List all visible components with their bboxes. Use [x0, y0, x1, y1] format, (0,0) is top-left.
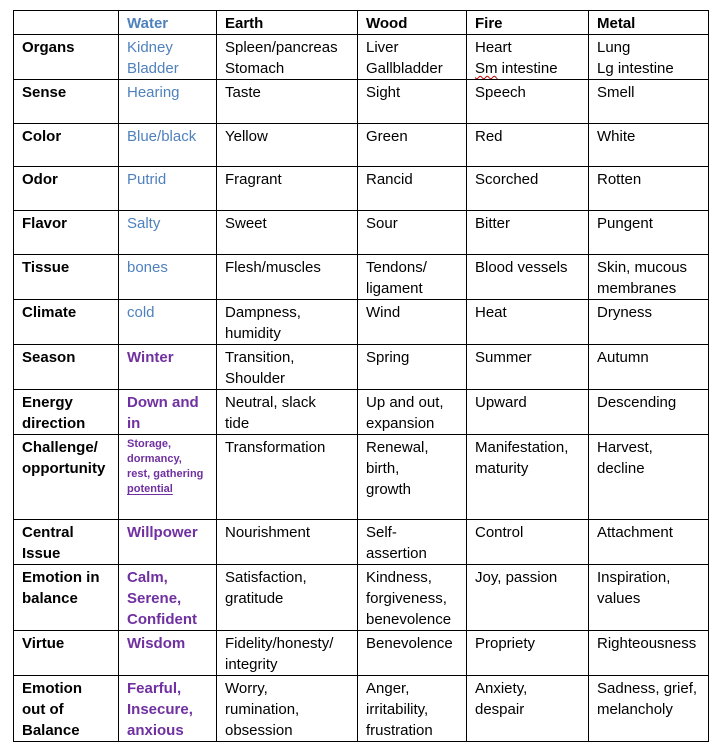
cell-line: anxious: [127, 722, 184, 739]
cell-line: benevolence: [366, 611, 452, 628]
cell-line: Lung: [597, 39, 631, 56]
row-label-virtue: Virtue: [14, 631, 119, 676]
cell-line: maturity: [475, 460, 529, 477]
cell-line: rest, gathering: [127, 468, 204, 480]
cell-energy-earth: [217, 390, 358, 435]
cell-line: Energy: [22, 394, 73, 411]
cell-line: obsession: [225, 722, 293, 739]
header-corner: [14, 11, 119, 35]
cell-line: Inspiration,: [597, 569, 671, 586]
cell-line: Tendons/: [366, 259, 427, 276]
header-fire: Fire: [467, 11, 589, 35]
cell-line: Confident: [127, 611, 197, 628]
cell-line: tide: [225, 415, 250, 432]
row-label-season: Season: [14, 345, 119, 390]
cell-line: Fearful,: [127, 680, 182, 697]
table-row-color: [14, 124, 709, 167]
cell-balance-fire: Joy, passion: [467, 565, 589, 631]
cell-odor-metal: Rotten: [589, 167, 709, 211]
cell-balance-metal: [589, 565, 709, 631]
cell-line: Heart: [475, 39, 512, 56]
row-label-organs: Organs: [14, 35, 119, 80]
cell-energy-water: [119, 390, 217, 435]
cell-climate-earth: [217, 300, 358, 345]
cell-line: balance: [22, 590, 78, 607]
row-label-color: Color: [14, 124, 119, 167]
cell-color-earth: Yellow: [217, 124, 358, 167]
cell-season-wood: Spring: [358, 345, 467, 390]
cell-line: Anger,: [366, 680, 410, 697]
row-label-energy: [14, 390, 119, 435]
cell-tissue-metal: [589, 255, 709, 300]
cell-odor-wood: Rancid: [358, 167, 467, 211]
cell-color-fire: Red: [467, 124, 589, 167]
cell-tissue-earth: Flesh/muscles: [217, 255, 358, 300]
cell-line: forgiveness,: [366, 590, 447, 607]
cell-challenge-wood: [358, 435, 467, 520]
cell-line: integrity: [225, 656, 278, 673]
cell-line: Kidney: [127, 39, 173, 56]
cell-balance-water: [119, 565, 217, 631]
cell-line: opportunity: [22, 460, 106, 477]
cell-climate-fire: Heat: [467, 300, 589, 345]
five-elements-table: [13, 10, 709, 742]
cell-challenge-fire: [467, 435, 589, 520]
cell-sense-earth: Taste: [217, 80, 358, 124]
cell-outofbalance-fire: [467, 676, 589, 742]
cell-central-wood: [358, 520, 467, 565]
cell-line: decline: [597, 460, 645, 477]
header-earth: Earth: [217, 11, 358, 35]
cell-outofbalance-water: [119, 676, 217, 742]
cell-line: potential: [127, 483, 173, 495]
cell-tissue-water: bones: [119, 255, 217, 300]
table-row-organs: [14, 35, 709, 80]
cell-color-metal: White: [589, 124, 709, 167]
cell-climate-wood: Wind: [358, 300, 467, 345]
cell-flavor-water: Salty: [119, 211, 217, 255]
cell-line: Balance: [22, 722, 80, 739]
cell-flavor-fire: Bitter: [467, 211, 589, 255]
cell-season-water: Winter: [119, 345, 217, 390]
cell-central-water: Willpower: [119, 520, 217, 565]
cell-line: Stomach: [225, 60, 285, 77]
cell-line: irritability,: [366, 701, 429, 718]
cell-virtue-fire: Propriety: [467, 631, 589, 676]
cell-challenge-water: [119, 435, 217, 520]
cell-season-earth: [217, 345, 358, 390]
cell-line: [475, 58, 580, 79]
cell-line: Kindness,: [366, 569, 432, 586]
header-water: Water: [119, 11, 217, 35]
table-row-central: [14, 520, 709, 565]
cell-sense-water: Hearing: [119, 80, 217, 124]
cell-organs-fire: [467, 35, 589, 80]
cell-organs-water: [119, 35, 217, 80]
cell-energy-fire: Upward: [467, 390, 589, 435]
row-label-balance: [14, 565, 119, 631]
cell-flavor-wood: Sour: [358, 211, 467, 255]
cell-central-fire: Control: [467, 520, 589, 565]
cell-odor-water: Putrid: [119, 167, 217, 211]
header-metal: Metal: [589, 11, 709, 35]
row-label-tissue: Tissue: [14, 255, 119, 300]
cell-line: membranes: [597, 280, 677, 297]
table-row-virtue: [14, 631, 709, 676]
table-row-flavor: [14, 211, 709, 255]
cell-line: Serene,: [127, 590, 182, 607]
cell-challenge-earth: Transformation: [217, 435, 358, 520]
cell-line: Central: [22, 524, 74, 541]
cell-season-metal: Autumn: [589, 345, 709, 390]
cell-sense-fire: Speech: [467, 80, 589, 124]
cell-line: Emotion in: [22, 569, 100, 586]
cell-virtue-metal: Righteousness: [589, 631, 709, 676]
cell-line: frustration: [366, 722, 433, 739]
cell-central-metal: Attachment: [589, 520, 709, 565]
cell-sense-metal: Smell: [589, 80, 709, 124]
cell-line: Manifestation,: [475, 439, 569, 456]
row-label-challenge: [14, 435, 119, 520]
cell-line: Issue: [22, 545, 61, 562]
cell-flavor-metal: Pungent: [589, 211, 709, 255]
cell-flavor-earth: Sweet: [217, 211, 358, 255]
table-row-odor: [14, 167, 709, 211]
cell-odor-earth: Fragrant: [217, 167, 358, 211]
cell-balance-wood: [358, 565, 467, 631]
cell-line: direction: [22, 415, 86, 432]
spelling-mark: Sm: [475, 60, 498, 77]
table-row-climate: [14, 300, 709, 345]
row-label-sense: Sense: [14, 80, 119, 124]
row-label-flavor: Flavor: [14, 211, 119, 255]
cell-season-fire: Summer: [467, 345, 589, 390]
cell-line: melancholy: [597, 701, 673, 718]
cell-line: birth,: [366, 460, 400, 477]
cell-line: Spleen/pancreas: [225, 39, 338, 56]
table-row-challenge: [14, 435, 709, 520]
cell-line: ligament: [366, 280, 423, 297]
cell-text: intestine: [497, 60, 558, 77]
cell-line: Challenge/: [22, 439, 98, 456]
cell-line: Self-: [366, 524, 397, 541]
cell-line: Calm,: [127, 569, 168, 586]
cell-line: Skin, mucous: [597, 259, 688, 276]
row-label-central: [14, 520, 119, 565]
cell-line: humidity: [225, 325, 281, 342]
cell-virtue-earth: [217, 631, 358, 676]
cell-line: Fidelity/honesty/: [225, 635, 334, 652]
cell-line: values: [597, 590, 641, 607]
table-row-balance: [14, 565, 709, 631]
cell-line: Storage,: [127, 438, 172, 450]
table-row-outofbalance: [14, 676, 709, 742]
cell-organs-earth: [217, 35, 358, 80]
cell-line: Down and: [127, 394, 199, 411]
cell-virtue-water: Wisdom: [119, 631, 217, 676]
row-label-climate: Climate: [14, 300, 119, 345]
cell-line: in: [127, 415, 141, 432]
header-wood: Wood: [358, 11, 467, 35]
header-row: [14, 11, 709, 35]
cell-line: Neutral, slack: [225, 394, 316, 411]
cell-line: Lg intestine: [597, 60, 674, 77]
five-elements-document: [13, 10, 709, 742]
cell-sense-wood: Sight: [358, 80, 467, 124]
cell-climate-metal: Dryness: [589, 300, 709, 345]
cell-energy-metal: Descending: [589, 390, 709, 435]
cell-line: Liver: [366, 39, 399, 56]
cell-central-earth: Nourishment: [217, 520, 358, 565]
cell-challenge-metal: [589, 435, 709, 520]
cell-line: Shoulder: [225, 370, 286, 387]
cell-line: Up and out,: [366, 394, 444, 411]
cell-outofbalance-wood: [358, 676, 467, 742]
table-row-season: [14, 345, 709, 390]
cell-virtue-wood: Benevolence: [358, 631, 467, 676]
table-row-sense: [14, 80, 709, 124]
cell-balance-earth: [217, 565, 358, 631]
cell-odor-fire: Scorched: [467, 167, 589, 211]
cell-line: assertion: [366, 545, 427, 562]
cell-tissue-fire: Blood vessels: [467, 255, 589, 300]
cell-color-water: Blue/black: [119, 124, 217, 167]
cell-color-wood: Green: [358, 124, 467, 167]
cell-climate-water: cold: [119, 300, 217, 345]
cell-line: expansion: [366, 415, 435, 432]
cell-line: rumination,: [225, 701, 300, 718]
cell-line: Worry,: [225, 680, 268, 697]
cell-line: Insecure,: [127, 701, 193, 718]
cell-tissue-wood: [358, 255, 467, 300]
cell-line: Renewal,: [366, 439, 429, 456]
cell-line: Sadness, grief,: [597, 680, 698, 697]
cell-line: out of: [22, 701, 64, 718]
row-label-outofbalance: [14, 676, 119, 742]
cell-outofbalance-metal: [589, 676, 709, 742]
cell-line: Gallbladder: [366, 60, 443, 77]
cell-line: Dampness,: [225, 304, 301, 321]
cell-organs-wood: [358, 35, 467, 80]
cell-line: growth: [366, 481, 412, 498]
table-row-energy: [14, 390, 709, 435]
cell-line: Emotion: [22, 680, 82, 697]
cell-line: despair: [475, 701, 525, 718]
cell-line: gratitude: [225, 590, 284, 607]
cell-line: Anxiety,: [475, 680, 528, 697]
cell-line: dormancy,: [127, 453, 182, 465]
cell-line: Transition,: [225, 349, 295, 366]
cell-line: Satisfaction,: [225, 569, 307, 586]
table-row-tissue: [14, 255, 709, 300]
cell-line: Bladder: [127, 60, 179, 77]
cell-outofbalance-earth: [217, 676, 358, 742]
row-label-odor: Odor: [14, 167, 119, 211]
cell-line: Harvest,: [597, 439, 653, 456]
cell-organs-metal: [589, 35, 709, 80]
cell-energy-wood: [358, 390, 467, 435]
